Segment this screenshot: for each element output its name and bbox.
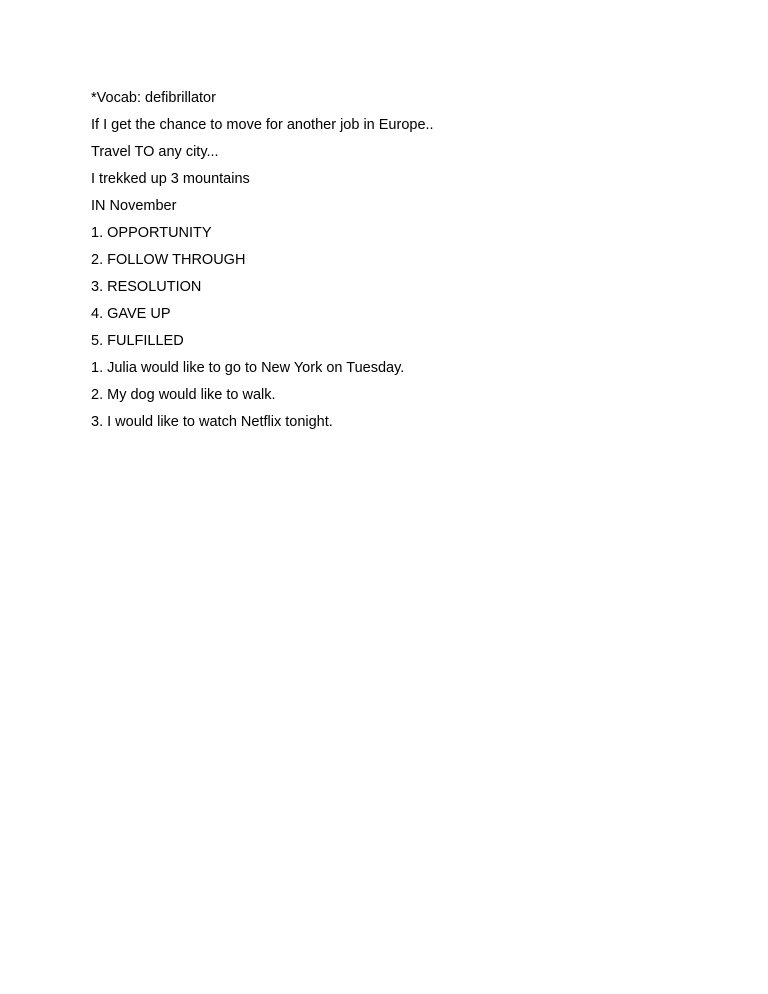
vocab-line: *Vocab: defibrillator	[91, 90, 216, 106]
list-item: 2. FOLLOW THROUGH	[91, 252, 246, 268]
paragraph-line: Travel TO any city...	[91, 144, 219, 160]
paragraph-line: I trekked up 3 mountains	[91, 171, 250, 187]
sentence-item: 1. Julia would like to go to New York on Tuesday.	[91, 360, 405, 376]
list-item: 5. FULFILLED	[91, 333, 184, 349]
sentence-item: 2. My dog would like to walk.	[91, 387, 276, 403]
list-item: 3. RESOLUTION	[91, 279, 202, 295]
paragraph-line: IN November	[91, 198, 177, 214]
paragraph-line: If I get the chance to move for another job in Europe..	[91, 117, 434, 133]
list-item: 1. OPPORTUNITY	[91, 225, 212, 241]
sentence-item: 3. I would like to watch Netflix tonight.	[91, 414, 333, 430]
document-body	[91, 88, 691, 439]
list-item: 4. GAVE UP	[91, 306, 171, 322]
